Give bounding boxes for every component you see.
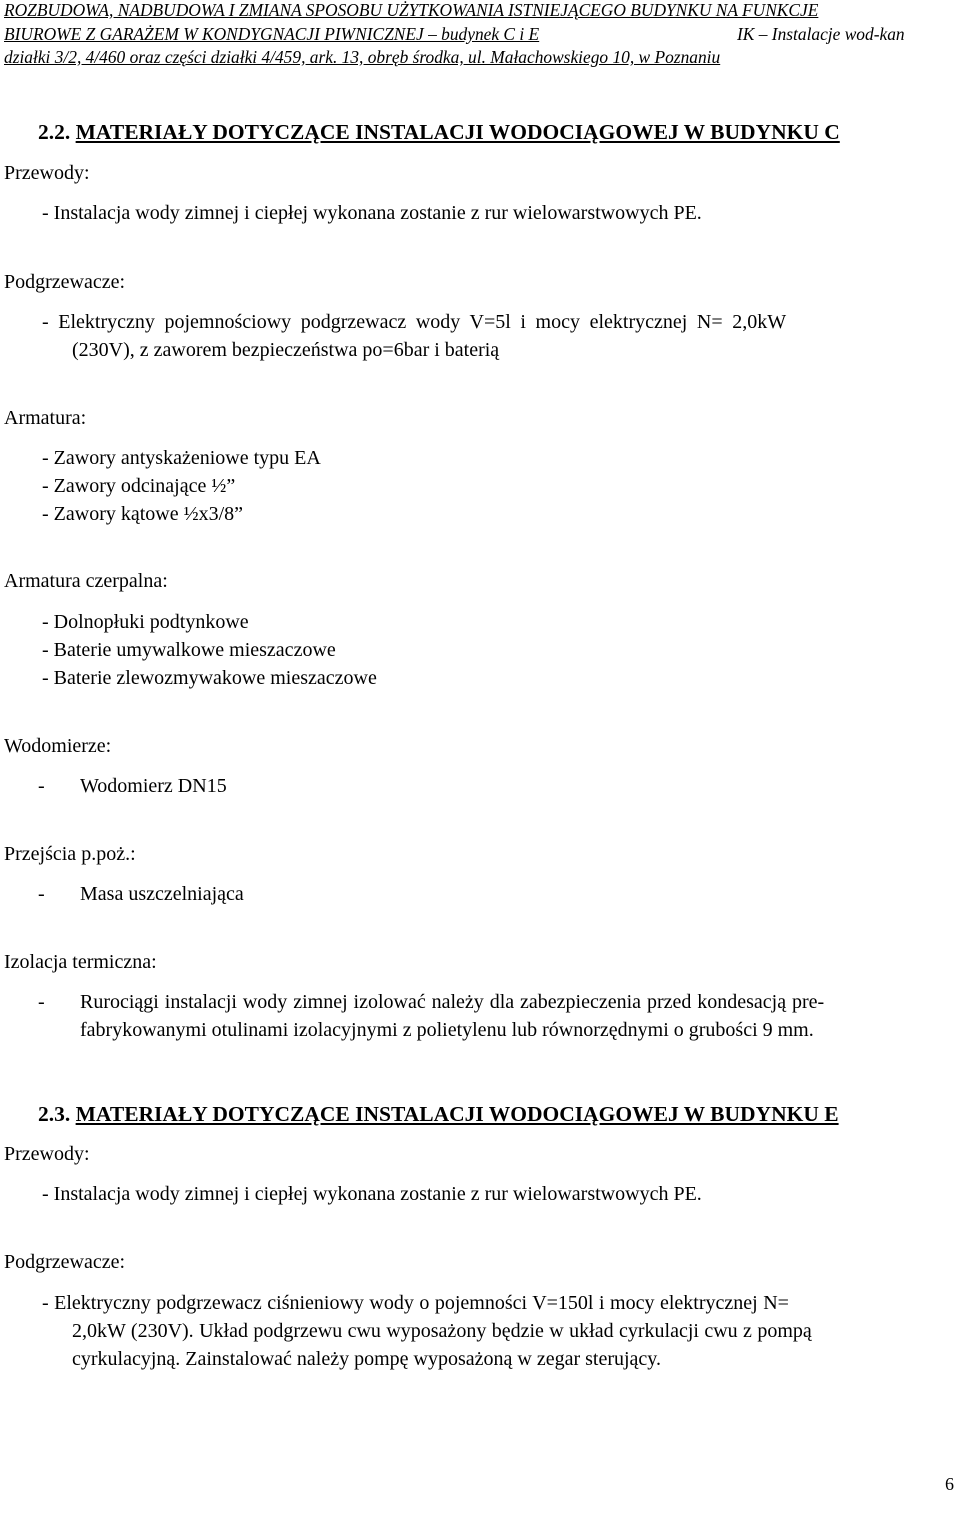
- section-c-number: 2.2.: [38, 120, 71, 144]
- section-c-przejscia-item: Masa uszczelniająca: [80, 883, 244, 905]
- section-c-przewody-item: - Instalacja wody zimnej i ciepłej wykonana zostanie z rur wielowarstwowych PE.: [42, 202, 702, 224]
- section-e-podgrzewacze-line2: 2,0kW (230V). Układ podgrzewu cwu wyposażony będzie w układ cyrkulacji cwu z pompą: [72, 1320, 812, 1342]
- section-c-przejscia-label: Przejścia p.poż.:: [4, 843, 136, 865]
- section-c-title: MATERIAŁY DOTYCZĄCE INSTALACJI WODOCIĄGOWEJ W BUDYNKU C: [75, 120, 840, 144]
- section-c-izolacja-label: Izolacja termiczna:: [4, 951, 157, 973]
- section-c-podgrzewacze-label: Podgrzewacze:: [4, 271, 126, 293]
- page-number: 6: [945, 1474, 954, 1494]
- section-e-heading: [38, 1102, 839, 1127]
- header-building: BIUROWE Z GARAŻEM W KONDYGNACJI PIWNICZNEJ – budynek C i E: [4, 24, 540, 44]
- header-location: działki 3/2, 4/460 oraz części działki 4/459, ark. 13, obręb środka, ul. Małachowskiego 10, w Poznaniu: [4, 47, 721, 67]
- section-c-podgrzewacze-line1: - Elektryczny pojemnościowy podgrzewacz wody V=5l i mocy elektrycznej N= 2,0kW: [42, 311, 787, 333]
- section-e-number: 2.3.: [38, 1102, 71, 1126]
- section-c-armatura-item: - Zawory kątowe ½x3/8”: [42, 503, 244, 525]
- section-c-czerpalna-label: Armatura czerpalna:: [4, 570, 168, 592]
- section-c-izolacja-dash: -: [38, 991, 45, 1013]
- section-c-czerpalna-item: - Baterie umywalkowe mieszaczowe: [42, 639, 336, 661]
- section-c-przewody-label: Przewody:: [4, 162, 90, 184]
- section-c-wodomierze-dash: -: [38, 775, 45, 797]
- section-c-armatura-item: - Zawory odcinające ½”: [42, 475, 236, 497]
- section-c-czerpalna-item: - Baterie zlewozmywakowe mieszaczowe: [42, 667, 377, 689]
- section-c-izolacja-line2: fabrykowanymi otulinami izolacyjnymi z polietylenu lub równorzędnymi o grubości 9 mm.: [80, 1019, 814, 1041]
- section-c-przejscia-dash: -: [38, 883, 45, 905]
- section-e-przewody-label: Przewody:: [4, 1143, 90, 1165]
- section-c-podgrzewacze-line2: (230V), z zaworem bezpieczeństwa po=6bar i baterią: [72, 339, 500, 361]
- section-c-izolacja-line1: Rurociągi instalacji wody zimnej izolować należy dla zabezpieczenia przed kondesacją pre-: [80, 991, 825, 1013]
- section-c-czerpalna-item: - Dolnopłuki podtynkowe: [42, 611, 249, 633]
- section-c-wodomierze-label: Wodomierze:: [4, 735, 112, 757]
- section-c-heading: [38, 120, 840, 145]
- header-discipline: IK – Instalacje wod-kan: [737, 24, 905, 44]
- section-e-title: MATERIAŁY DOTYCZĄCE INSTALACJI WODOCIĄGOWEJ W BUDYNKU E: [75, 1102, 839, 1126]
- section-e-przewody-item: - Instalacja wody zimnej i ciepłej wykonana zostanie z rur wielowarstwowych PE.: [42, 1183, 702, 1205]
- header-project-title: ROZBUDOWA, NADBUDOWA I ZMIANA SPOSOBU UŻYTKOWANIA ISTNIEJĄCEGO BUDYNKU NA FUNKCJE: [4, 0, 819, 20]
- header-building-line: [4, 24, 934, 44]
- section-c-armatura-label: Armatura:: [4, 407, 87, 429]
- section-c-armatura-item: - Zawory antyskażeniowe typu EA: [42, 447, 321, 469]
- section-e-podgrzewacze-label: Podgrzewacze:: [4, 1251, 126, 1273]
- section-e-podgrzewacze-line3: cyrkulacyjną. Zainstalować należy pompę wyposażoną w zegar sterujący.: [72, 1348, 662, 1370]
- section-e-podgrzewacze-line1: - Elektryczny podgrzewacz ciśnieniowy wody o pojemności V=150l i mocy elektrycznej N=: [42, 1292, 789, 1314]
- section-c-wodomierze-item: Wodomierz DN15: [80, 775, 227, 797]
